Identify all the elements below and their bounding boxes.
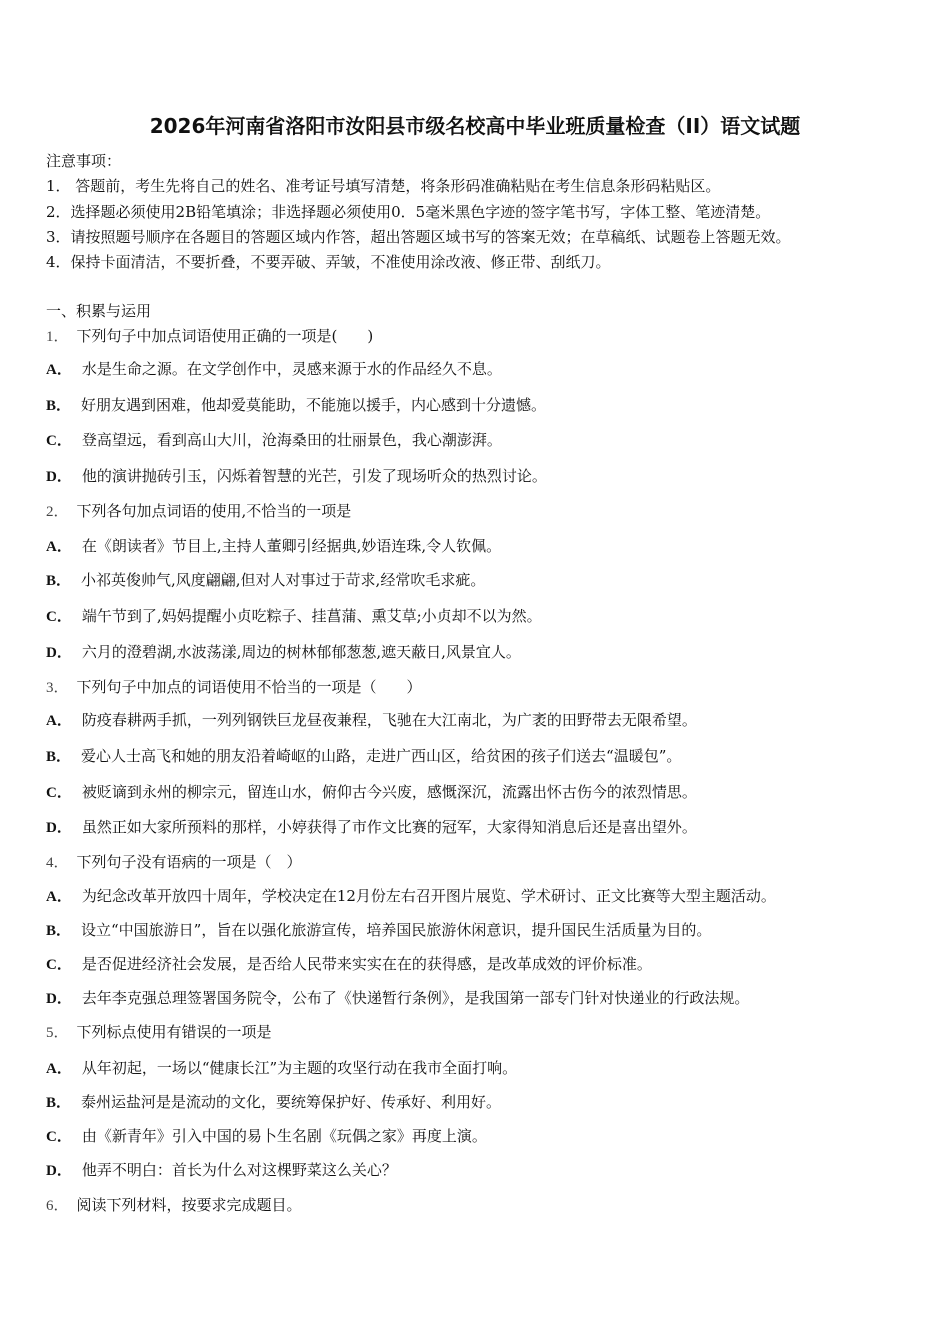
question-text: 阅读下列材料，按要求完成题目。 xyxy=(76,1196,302,1214)
question-3-option-b xyxy=(46,747,681,766)
option-letter: B． xyxy=(46,923,72,939)
option-letter: A． xyxy=(46,362,72,378)
option-text: 爱心人士高飞和她的朋友沿着崎岖的山路，走进广西山区，给贫困的孩子们送去“温暖包”。 xyxy=(81,747,682,765)
option-text: 六月的澄碧湖,水波荡漾,周边的树林郁郁葱葱,遮天蔽日,风景宜人。 xyxy=(81,643,521,661)
question-text: 下列句子没有语病的一项是（ ） xyxy=(76,853,302,871)
question-5-option-b xyxy=(46,1093,501,1112)
option-letter: C． xyxy=(46,785,72,801)
notice-heading: 注意事项： xyxy=(46,152,122,170)
question-4-option-d xyxy=(46,989,749,1008)
question-1-option-b xyxy=(46,396,546,415)
option-letter: C． xyxy=(46,1129,72,1145)
option-letter: A． xyxy=(46,889,72,905)
notice-item-4: 4．保持卡面清洁，不要折叠，不要弄破、弄皱，不准使用涂改液、修正带、刮纸刀。 xyxy=(46,253,611,271)
option-letter: B． xyxy=(46,573,72,589)
option-letter: A． xyxy=(46,713,72,729)
question-1-option-d xyxy=(46,467,547,486)
section-heading: 一、积累与运用 xyxy=(46,302,152,320)
option-text: 登高望远，看到高山大川，沧海桑田的壮丽景色，我心潮澎湃。 xyxy=(81,431,502,449)
notice-item-3: 3．请按照题号顺序在各题目的答题区域内作答，超出答题区域书写的答案无效；在草稿纸、试题卷上答题无效。 xyxy=(46,228,791,246)
question-2-option-a xyxy=(46,537,501,556)
option-text: 在《朗读者》节目上,主持人董卿引经据典,妙语连珠,令人钦佩。 xyxy=(81,537,502,555)
option-text: 端午节到了,妈妈提醒小贞吃粽子、挂菖蒲、熏艾草;小贞却不以为然。 xyxy=(81,607,542,625)
question-4-option-a xyxy=(46,887,776,906)
option-letter: D． xyxy=(46,645,72,661)
question-5-stem xyxy=(46,1023,272,1042)
option-text: 从年初起，一场以“健康长江”为主题的攻坚行动在我市全面打响。 xyxy=(81,1059,518,1077)
option-letter: B． xyxy=(46,749,72,765)
option-text: 为纪念改革开放四十周年，学校决定在12月份左右召开图片展览、学术研讨、正文比赛等大型主题活动。 xyxy=(81,887,776,905)
question-number: 2． xyxy=(46,504,69,520)
option-letter: C． xyxy=(46,433,72,449)
option-letter: B． xyxy=(46,1095,72,1111)
question-number: 3． xyxy=(46,680,69,696)
option-text: 去年李克强总理签署国务院令，公布了《快递暂行条例》，是我国第一部专门针对快递业的行政法规。 xyxy=(81,989,750,1007)
question-number: 5． xyxy=(46,1025,69,1041)
notice-item-1: 1． 答题前，考生先将自己的姓名、准考证号填写清楚，将条形码准确粘贴在考生信息条形码粘贴区。 xyxy=(46,177,721,195)
question-1-stem xyxy=(46,327,373,346)
question-1-option-c xyxy=(46,431,502,450)
question-4-stem xyxy=(46,853,302,872)
option-text: 泰州运盐河是是流动的文化，要统筹保护好、传承好、利用好。 xyxy=(81,1093,502,1111)
option-letter: D． xyxy=(46,1163,72,1179)
question-3-option-a xyxy=(46,711,697,730)
option-text: 设立“中国旅游日”，旨在以强化旅游宣传，培养国民旅游休闲意识，提升国民生活质量为目的。 xyxy=(81,921,712,939)
option-text: 防疫春耕两手抓，一列列钢铁巨龙昼夜兼程，飞驰在大江南北，为广袤的田野带去无限希望。 xyxy=(81,711,697,729)
question-number: 4． xyxy=(46,855,69,871)
question-2-option-d xyxy=(46,643,521,662)
option-text: 由《新青年》引入中国的易卜生名剧《玩偶之家》再度上演。 xyxy=(81,1127,487,1145)
option-letter: A． xyxy=(46,1061,72,1077)
question-text: 下列句子中加点的词语使用不恰当的一项是（ ） xyxy=(76,678,422,696)
option-text: 水是生命之源。在文学创作中，灵感来源于水的作品经久不息。 xyxy=(81,360,502,378)
question-text: 下列各句加点词语的使用,不恰当的一项是 xyxy=(76,502,352,520)
page-title: 2026年河南省洛阳市汝阳县市级名校高中毕业班质量检查（II）语文试题 xyxy=(149,114,801,138)
option-text: 虽然正如大家所预料的那样，小婷获得了市作文比赛的冠军，大家得知消息后还是喜出望外。 xyxy=(81,818,697,836)
option-letter: D． xyxy=(46,991,72,1007)
question-text: 下列标点使用有错误的一项是 xyxy=(76,1023,272,1041)
question-text: 下列句子中加点词语使用正确的一项是( ) xyxy=(76,327,374,345)
option-letter: C． xyxy=(46,957,72,973)
option-text: 他弄不明白：首长为什么对这棵野菜这么关心？ xyxy=(81,1161,397,1179)
notice-item-2: 2．选择题必须使用2B铅笔填涂；非选择题必须使用0．5毫米黑色字迹的签字笔书写，字体工整、笔迹清楚。 xyxy=(46,203,771,221)
question-number: 6． xyxy=(46,1198,69,1214)
question-6-stem xyxy=(46,1196,302,1215)
question-5-option-c xyxy=(46,1127,487,1146)
option-letter: C． xyxy=(46,609,72,625)
option-letter: B． xyxy=(46,398,72,414)
question-1-option-a xyxy=(46,360,502,379)
question-4-option-b xyxy=(46,921,711,940)
question-5-option-a xyxy=(46,1059,517,1078)
option-text: 是否促进经济社会发展，是否给人民带来实实在在的获得感，是改革成效的评价标准。 xyxy=(81,955,652,973)
question-number: 1． xyxy=(46,329,69,345)
question-4-option-c xyxy=(46,955,652,974)
option-letter: D． xyxy=(46,469,72,485)
option-text: 被贬谪到永州的柳宗元，留连山水，俯仰古今兴废，感慨深沉，流露出怀古伤今的浓烈情思。 xyxy=(81,783,697,801)
question-2-stem xyxy=(46,502,351,521)
question-3-option-d xyxy=(46,818,697,837)
option-text: 他的演讲抛砖引玉，闪烁着智慧的光芒，引发了现场听众的热烈讨论。 xyxy=(81,467,547,485)
option-text: 小祁英俊帅气,风度翩翩,但对人对事过于苛求,经常吹毛求疵。 xyxy=(81,571,486,589)
option-text: 好朋友遇到困难，他却爱莫能助，不能施以援手，内心感到十分遗憾。 xyxy=(81,396,547,414)
question-2-option-b xyxy=(46,571,485,590)
question-5-option-d xyxy=(46,1161,397,1180)
question-3-option-c xyxy=(46,783,697,802)
option-letter: D． xyxy=(46,820,72,836)
option-letter: A． xyxy=(46,539,72,555)
question-2-option-c xyxy=(46,607,542,626)
question-3-stem xyxy=(46,678,422,697)
